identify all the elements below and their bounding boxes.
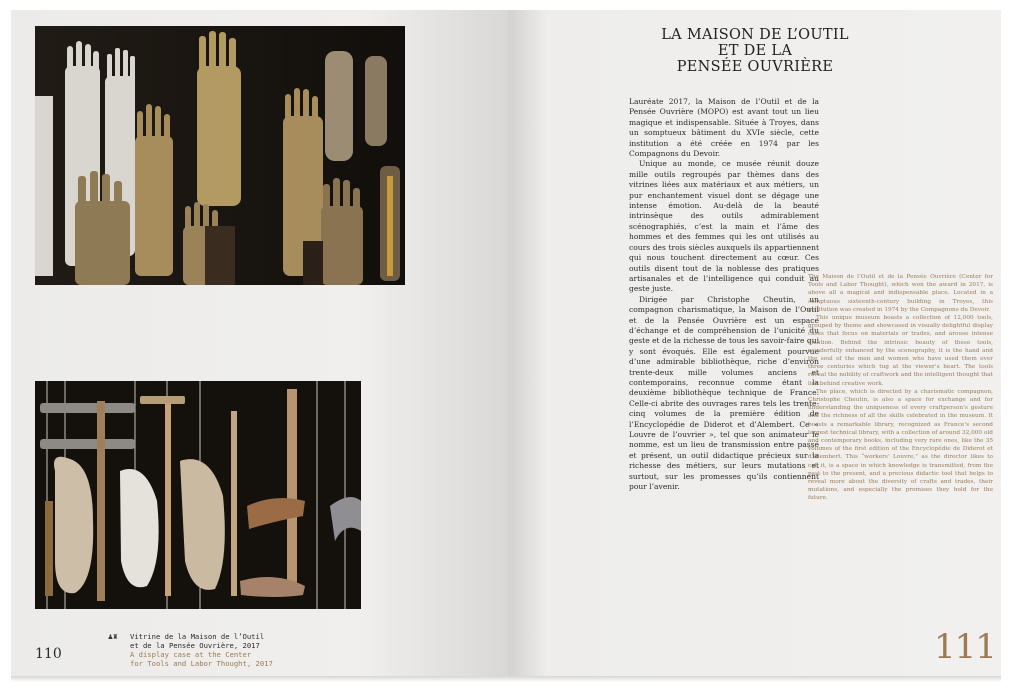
- fr-paragraph-1: Lauréate 2017, la Maison de l’Outil et de la Pensée Ouvrière (MOPO) est avant tout un lieu magique et indispensable. Située à Troyes, dans un somptueux bâtiment du XVIe siècle, cette institution a été créée en 1974 par les Compagnons du Devoir.: [629, 97, 819, 159]
- caption-fr-line-2: et de la Pensée Ouvrière, 2017: [130, 641, 260, 650]
- book-shadow: [11, 676, 1001, 682]
- photo-shoe-lasts: [35, 381, 361, 609]
- caption-fr-line-1: Vitrine de la Maison de l’Outil: [130, 632, 265, 641]
- en-paragraph-2: This unique museum boasts a collection of 12,000 tools, grouped by theme and showcased in visually delightful display cases that focus on materials or trades, and arouse intense emotion. Behind the intrinsic beauty of these tools, wonderfully enhanced by the scenography, it is the hand and the soul of the men and women who have used them over three centuries which tug at the viewer’s heart. The tools reveal the nobility of craftwork and the intelligent thought that lies behind creative work.: [808, 315, 993, 387]
- left-page-number: 110: [35, 646, 62, 662]
- caption-pictogram-icon: ♟♜: [108, 632, 118, 641]
- title-line-2: ET DE LA: [717, 43, 793, 59]
- right-page-number: 111: [934, 627, 996, 667]
- photo-caption: [108, 632, 308, 668]
- en-paragraph-1: The Maison de l’Outil et de la Pensée Ouvrière (Center for Tools and Labor Thought), which won the award in 2017, is above all a magical and indispensable place. Located in a sumptuous sixteenth-century building in Troyes, this institution was created in 1974 by the Compagnons du Devoir.: [808, 274, 993, 313]
- page-title: [630, 27, 880, 75]
- title-line-3: PENSÉE OUVRIÈRE: [676, 59, 834, 75]
- english-body-text: [808, 273, 993, 503]
- photo-glove-forms: [35, 26, 405, 285]
- caption-en-line-1: A display case at the Center: [130, 650, 252, 659]
- title-line-1: LA MAISON DE L’OUTIL: [661, 27, 849, 43]
- french-body-text: [629, 97, 819, 492]
- caption-en-line-2: for Tools and Labor Thought, 2017: [130, 659, 273, 668]
- fr-paragraph-3: Dirigée par Christophe Cheutin, un compagnon charismatique, la Maison de l’Outil et de la Pensée Ouvrière est un espace d’échange et de compréhension de l’unicité du geste et de la richesse de tous les savoir-faire qui y sont évoqués. Elle est également pourvue d’une admirable bibliothèque, riche d’environ trente-deux mille volumes anciens et contemporains, reconnue comme étant la deuxième bibliothèque technique de France. Celle-ci abrite des ouvrages rares tels les trente-cinq volumes de la première édition de l’Encyclopédie de Diderot et d’Alembert. Ce « Louvre de l’ouvrier », tel que son animateur le nomme, est un lieu de transmission entre passé et présent, un outil didactique précieux sur la richesse des métiers, sur leurs mutations et surtout, sur les promesses qu’ils contiennent pour l’avenir.: [629, 294, 819, 492]
- en-paragraph-3: The place, which is directed by a charismatic compagnon, Christophe Cheutin, is also a space for exchange and for understanding the uniqueness of every craftperson’s gesture and the richness of all the skills celebrated in the museum. It boasts a remarkable library, recognized as France’s second largest technical library, with a collection of around 32,000 old and contemporary books, including very rare ones, like the 35 volumes of the first edition of the Encyclopédie de Diderot et d’Alembert. This “workers’ Louvre,” as the director likes to call it, is a space in which knowledge is transmitted, from the past to the present, and a precious didactic tool that helps to reveal more about the diversity of crafts and trades, their mutations, and especially the promises they hold for the future.: [808, 388, 993, 502]
- fr-paragraph-2: Unique au monde, ce musée réunit douze mille outils regroupés par thèmes dans des vitrines liées aux matériaux et aux métiers, un pur enchantement visuel dont se dégage une intense émotion. Au-delà de la beauté intrinsèque des outils admirablement scénographiés, c’est la main et l’âme des hommes et des femmes qui les ont utilisés au cours des trois siècles auxquels ils appartiennent qui nous touchent directement au cœur. Ces outils disent tout de la noblesse des pratiques artisanales et de l’intelligence qui conduit au geste juste.: [629, 159, 819, 294]
